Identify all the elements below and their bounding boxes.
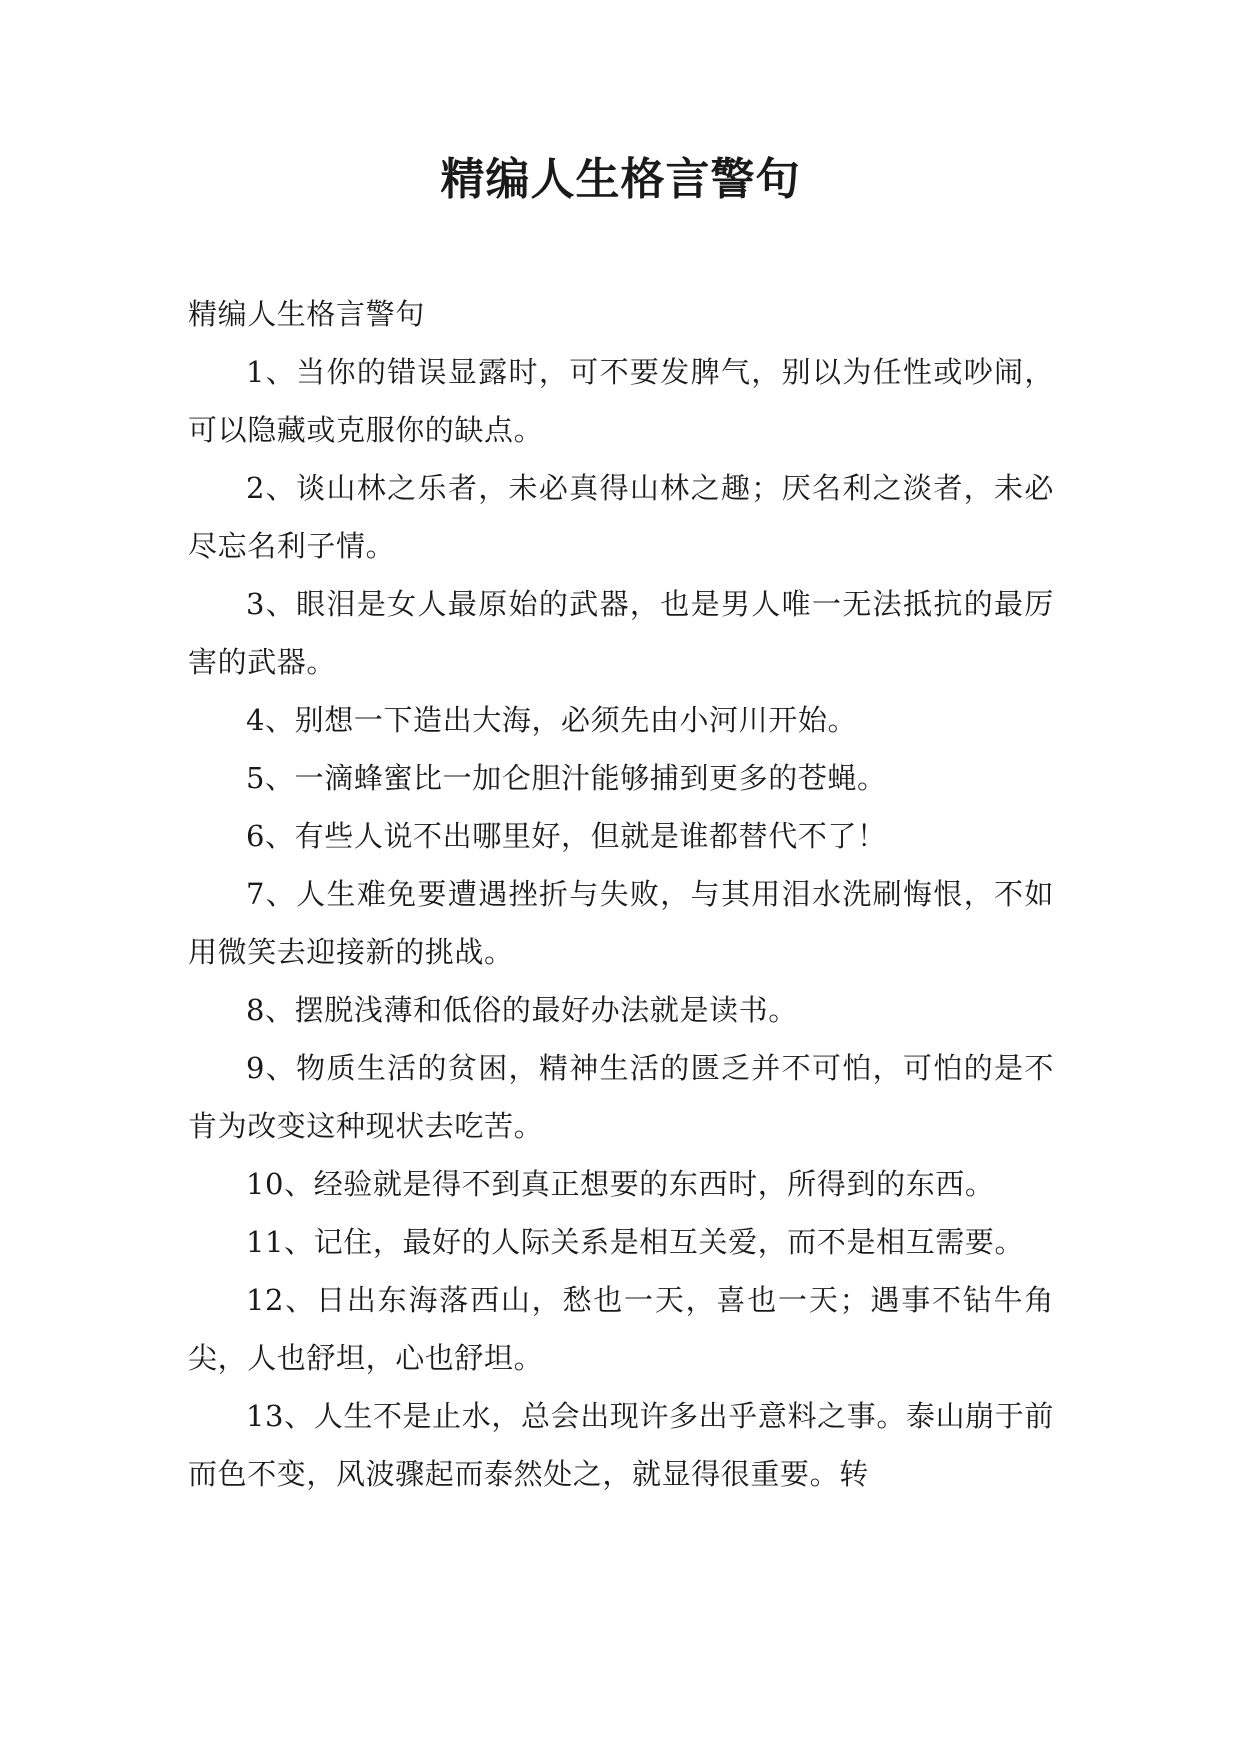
document-subtitle: 精编人生格言警句: [188, 297, 425, 331]
quote-item-6: 6、有些人说不出哪里好，但就是谁都替代不了！: [246, 819, 887, 853]
quote-item-5: 5、一滴蜂蜜比一加仑胆汁能够捕到更多的苍蝇。: [246, 761, 887, 795]
quote-item-12: 12、日出东海落西山，愁也一天，喜也一天；遇事不钻牛角尖，人也舒坦，心也舒坦。: [188, 1283, 1054, 1375]
quote-item-13: 13、人生不是止水，总会出现许多出乎意料之事。泰山崩于前而色不变，风波骤起而泰然处之，就显得很重要。转: [188, 1399, 1054, 1491]
quote-item-9: 9、物质生活的贫困，精神生活的匮乏并不可怕，可怕的是不肯为改变这种现状去吃苦。: [188, 1051, 1054, 1143]
quote-item-1: 1、当你的错误显露时，可不要发脾气，别以为任性或吵闹，可以隐藏或克服你的缺点。: [188, 355, 1054, 447]
document-body: [188, 285, 1054, 1503]
quote-item-7: 7、人生难免要遭遇挫折与失败，与其用泪水洗刷悔恨，不如用微笑去迎接新的挑战。: [188, 877, 1054, 969]
quote-item-3: 3、眼泪是女人最原始的武器，也是男人唯一无法抵抗的最厉害的武器。: [188, 587, 1054, 679]
document-title: 精编人生格言警句: [440, 154, 801, 205]
quote-item-2: 2、谈山林之乐者，未必真得山林之趣；厌名利之淡者，未必尽忘名利子情。: [188, 471, 1054, 563]
quote-item-10: 10、经验就是得不到真正想要的东西时，所得到的东西。: [246, 1167, 995, 1201]
quote-item-8: 8、摆脱浅薄和低俗的最好办法就是读书。: [246, 993, 798, 1027]
quote-item-4: 4、别想一下造出大海，必须先由小河川开始。: [246, 703, 858, 737]
quote-item-11: 11、记住，最好的人际关系是相互关爱，而不是相互需要。: [246, 1225, 1025, 1259]
